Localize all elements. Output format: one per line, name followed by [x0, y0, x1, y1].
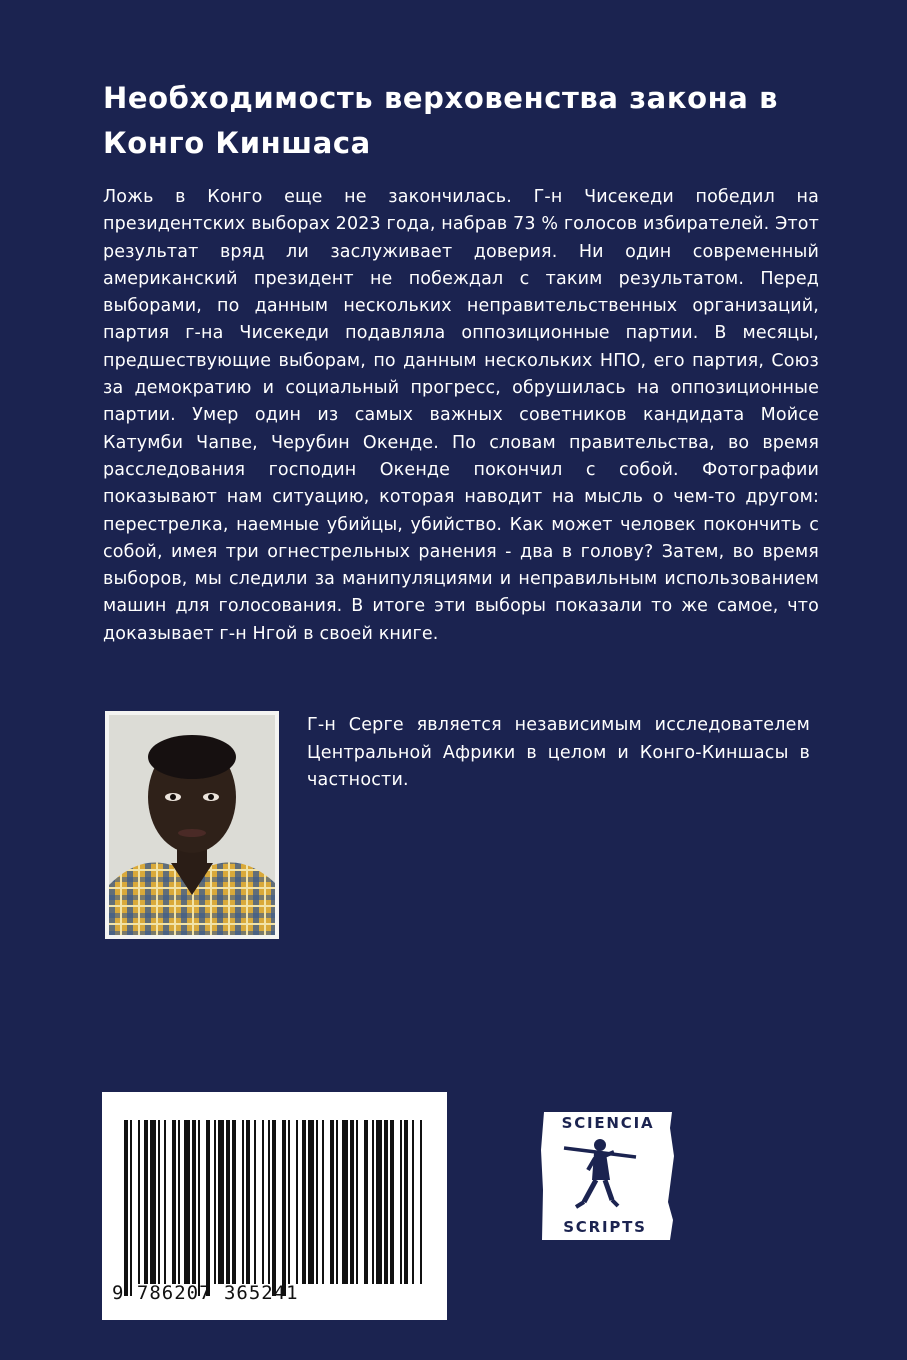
- barcode-bar: [206, 1120, 210, 1296]
- barcode-bar: [296, 1120, 298, 1284]
- barcode-bar: [178, 1120, 180, 1284]
- barcode-bar: [272, 1120, 276, 1296]
- barcode-bar: [376, 1120, 382, 1284]
- barcode-bar: [342, 1120, 348, 1284]
- barcode-bar: [164, 1120, 166, 1284]
- author-portrait: [109, 715, 275, 935]
- publisher-name-bottom: SCRIPTS: [563, 1218, 647, 1236]
- barcode-bar: [302, 1120, 306, 1284]
- barcode-bar: [124, 1120, 128, 1296]
- barcode-bar: [372, 1120, 374, 1284]
- barcode-bar: [254, 1120, 256, 1284]
- barcode-bar: [316, 1120, 318, 1284]
- barcode-bar: [282, 1120, 286, 1296]
- barcode-bar: [412, 1120, 414, 1284]
- barcode-bar: [350, 1120, 354, 1284]
- barcode-bar: [308, 1120, 314, 1284]
- barcode-bar: [336, 1120, 338, 1284]
- barcode-bar: [322, 1120, 324, 1284]
- barcode-bar: [420, 1120, 422, 1284]
- barcode-bar: [150, 1120, 156, 1284]
- isbn-barcode: [102, 1092, 447, 1320]
- barcode-bar: [262, 1120, 264, 1284]
- author-photo: [105, 711, 279, 939]
- book-title: Необходимость верховенства закона в Конго Киншаса: [103, 81, 779, 160]
- barcode-bar: [144, 1120, 148, 1284]
- barcode-bar: [356, 1120, 358, 1284]
- barcode-bar: [390, 1120, 394, 1284]
- barcode-bar: [158, 1120, 160, 1284]
- barcode-bar: [226, 1120, 230, 1284]
- barcode-bar: [330, 1120, 334, 1284]
- publisher-name-top: SCIENCIA: [561, 1114, 655, 1132]
- barcode-bar: [192, 1120, 196, 1284]
- barcode-bar: [246, 1120, 250, 1284]
- barcode-bar: [268, 1120, 270, 1284]
- isbn-number: 9 786207 365241: [112, 1282, 299, 1304]
- barcode-bar: [130, 1120, 132, 1296]
- barcode-bar: [384, 1120, 388, 1284]
- barcode-bar: [404, 1120, 408, 1284]
- barcode-bar: [400, 1120, 402, 1284]
- book-description: Ложь в Конго еще не закончилась. Г-н Чисекеди победил на президентских выборах 2023 года, набрав 73 % голосов избирателей. Этот результат вряд ли заслуживает доверия. Ни один современный американский президент не побеждал с таким результатом. Перед выборами, по данным нескольких неправительственных организаций, партия г-на Чисекеди подавляла оппозиционные партии. В месяцы, предшествующие выборам, по данным нескольких НПО, его партия, Союз за демократию и социальный прогресс, обрушилась на оппозиционные партии. Умер один из самых важных советников кандидата Мойсе Катумби Чапве, Черубин Окенде. По словам правительства, во время расследования господин Окенде покончил с собой. Фотографии показывают нам ситуацию, которая наводит на мысль о чем-то другом: перестрелка, наемные убийцы, убийство. Как может человек покончить с собой, имея три огнестрельных ранения - два в голову? Затем, во время выборов, мы следили за манипуляциями и неправильным использованием машин для голосования. В итоге эти выборы показали то же самое, что доказывает г-н Нгой в своей книге.: [103, 187, 819, 644]
- barcode-bar: [172, 1120, 176, 1284]
- barcode-bar: [288, 1120, 290, 1284]
- barcode-bar: [198, 1120, 200, 1296]
- barcode-bar: [214, 1120, 216, 1284]
- barcode-bar: [232, 1120, 236, 1284]
- barcode-bar: [138, 1120, 140, 1284]
- barcode-bar: [364, 1120, 368, 1284]
- barcode-bar: [218, 1120, 224, 1284]
- barcode-bar: [184, 1120, 190, 1284]
- publisher-logo: [540, 1110, 676, 1242]
- barcode-bar: [242, 1120, 244, 1284]
- author-bio: Г-н Серге является независимым исследователем Центральной Африки в целом и Конго-Киншасы в частности.: [307, 715, 810, 790]
